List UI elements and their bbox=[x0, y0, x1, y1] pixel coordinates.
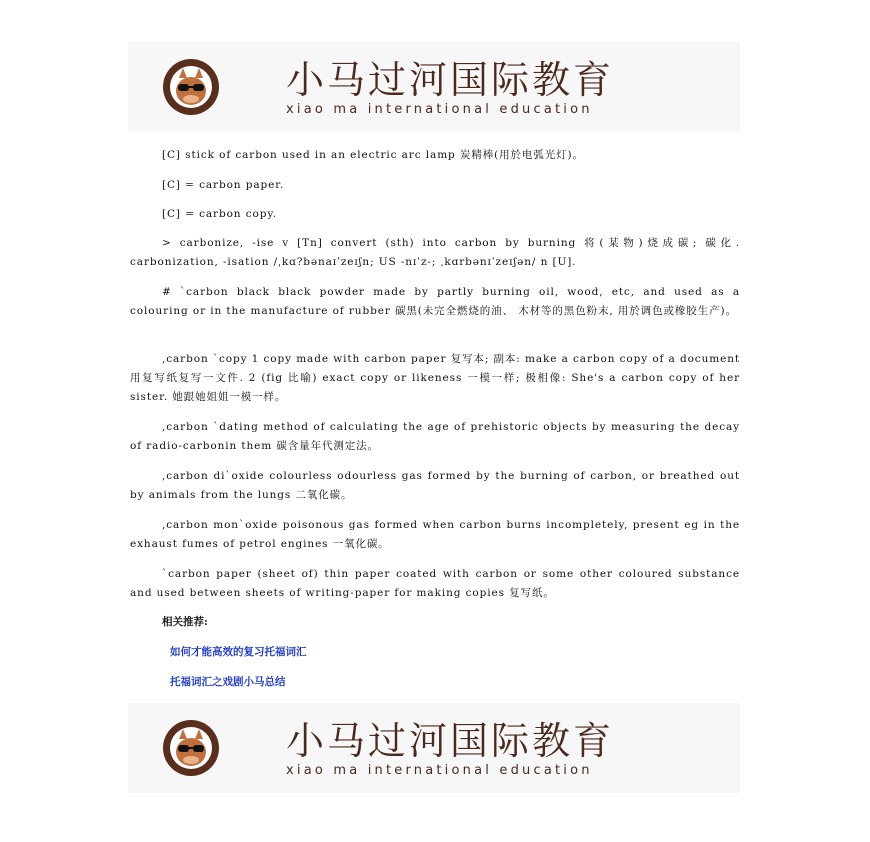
definition-paragraph: `carbon paper (sheet of) thin paper coated with carbon or some other coloured substance and used between sheets of writing-paper for making copies 复写纸。 bbox=[130, 568, 740, 599]
definition-paragraph: ,carbon mon`oxide poisonous gas formed when carbon burns incompletely, present eg in the exhaust fumes of petrol engines 一氧化碳。 bbox=[130, 519, 740, 550]
definition-paragraph: ,carbon `copy 1 copy made with carbon paper 复写本; 副本: make a carbon copy of a document 用复写纸复写一文件. 2 (fig 比喻) exact copy or likeness 一模一样; 极相像: She's a carbon copy of her sister. 她跟她姐姐一模一样。 bbox=[130, 353, 740, 403]
logo-english-text: xiao ma international education bbox=[286, 102, 593, 117]
definition-paragraph: # `carbon black black powder made by partly burning oil, wood, etc, and used as a colouring or in the manufacture of rubber 碳黑(未完全燃烧的油、 木材等的黑色粉末, 用於调色或橡胶生产)。 bbox=[130, 286, 740, 317]
definition-paragraph: > carbonize, -ise v [Tn] convert (sth) into carbon by burning 将(某物)烧成碳; 碳化. carbonization, -isation /ˌkɑ?bənaɪˈzeɪʃn; US -nɪˈz-; ˌkɑrbənɪˈzeɪʃən/ n [U]. bbox=[130, 237, 740, 268]
logo-chinese-text: 小马过河国际教育 bbox=[286, 58, 615, 102]
definition-paragraph: ,carbon `dating method of calculating the age of prehistoric objects by measuring the decay of radio-carbonin them 碳含量年代测定法。 bbox=[130, 421, 740, 452]
logo-banner-bottom bbox=[128, 703, 740, 793]
logo-banner-top bbox=[128, 42, 740, 132]
related-link-toefl-summary[interactable]: 托福词汇之戏剧小马总结 bbox=[170, 676, 286, 688]
definition-paragraph: ,carbon di`oxide colourless odourless gas formed by the burning of carbon, or breathed out by animals from the lungs 二氧化碳。 bbox=[130, 470, 740, 501]
horse-mascot-icon bbox=[162, 58, 220, 116]
logo-english-text: xiao ma international education bbox=[286, 763, 593, 778]
definition-paragraph: [C] = carbon paper. bbox=[162, 179, 285, 191]
related-recommendations-title: 相关推荐: bbox=[162, 616, 208, 628]
definition-paragraph: [C] = carbon copy. bbox=[162, 208, 278, 220]
horse-mascot-icon bbox=[162, 719, 220, 777]
definition-paragraph: [C] stick of carbon used in an electric arc lamp 炭精棒(用於电弧光灯)。 bbox=[162, 149, 584, 161]
related-link-toefl-review[interactable]: 如何才能高效的复习托福词汇 bbox=[170, 646, 307, 658]
logo-chinese-text: 小马过河国际教育 bbox=[286, 719, 615, 763]
